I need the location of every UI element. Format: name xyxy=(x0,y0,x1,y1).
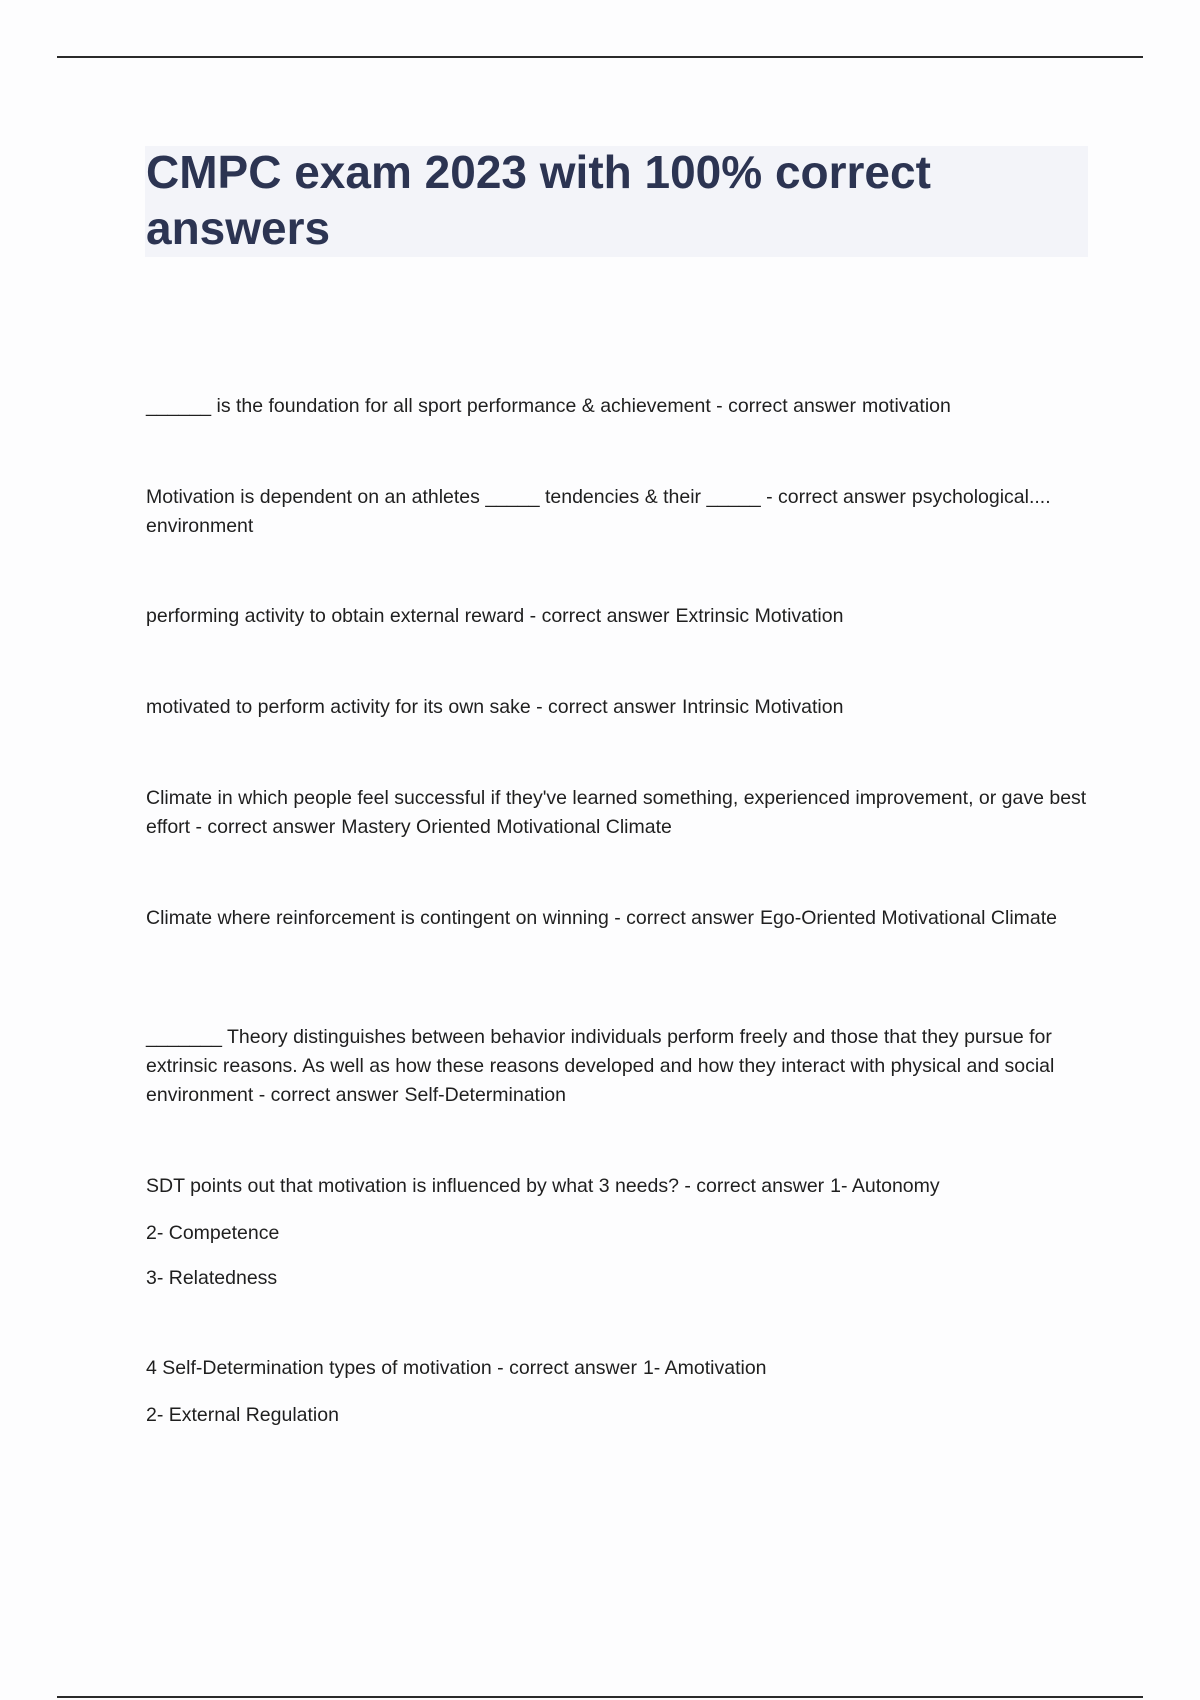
question-text: Motivation is dependent on an athletes _____ tendencies & their _____ - correct answer xyxy=(146,486,906,508)
answer-text: Intrinsic Motivation xyxy=(681,696,844,718)
header-rule xyxy=(57,56,1143,58)
question-text: SDT points out that motivation is influenced by what 3 needs? - correct answer xyxy=(146,1175,825,1197)
answer-continuation: 2- Competence xyxy=(146,1222,280,1244)
qa-item-3 xyxy=(146,602,1096,631)
qa-item-4 xyxy=(146,693,1096,722)
answer-text: Ego-Oriented Motivational Climate xyxy=(760,907,1057,929)
question-text: ______ is the foundation for all sport performance & achievement - correct answer xyxy=(146,395,856,417)
qa-item-8 xyxy=(146,1172,1096,1201)
answer-continuation: 2- External Regulation xyxy=(146,1404,339,1426)
answer-text: Mastery Oriented Motivational Climate xyxy=(341,816,672,838)
answer-continuation: 3- Relatedness xyxy=(146,1267,278,1289)
answer-text: psychological.... environment xyxy=(146,486,1051,537)
question-text: motivated to perform activity for its own sake - correct answer xyxy=(146,696,676,718)
answer-text: motivation xyxy=(861,395,951,417)
question-text: _______ Theory distinguishes between behavior individuals perform freely and those that they pursue for extrinsic reasons. As well as how these reasons developed and how they interact with physical and social environment - correct answer xyxy=(146,1026,1055,1106)
qa-item-7 xyxy=(146,1023,1096,1110)
answer-text: 1- Autonomy xyxy=(830,1175,940,1197)
document-title: CMPC exam 2023 with 100% correct answers xyxy=(146,146,931,254)
qa-item-5 xyxy=(146,784,1096,842)
qa-item-6 xyxy=(146,904,1096,933)
answer-text: Self-Determination xyxy=(404,1084,566,1106)
qa-item-2 xyxy=(146,483,1096,541)
question-text: 4 Self-Determination types of motivation - correct answer xyxy=(146,1357,637,1379)
question-text: performing activity to obtain external reward - correct answer xyxy=(146,605,670,627)
qa-item-9 xyxy=(146,1354,1096,1383)
footer-rule xyxy=(57,1696,1143,1698)
qa-item-1 xyxy=(146,392,1096,421)
answer-text: 1- Amotivation xyxy=(642,1357,767,1379)
answer-text: Extrinsic Motivation xyxy=(675,605,844,627)
question-text: Climate in which people feel successful if they've learned something, experienced improvement, or gave best effort - correct answer xyxy=(146,787,1087,838)
question-text: Climate where reinforcement is contingent on winning - correct answer xyxy=(146,907,755,929)
